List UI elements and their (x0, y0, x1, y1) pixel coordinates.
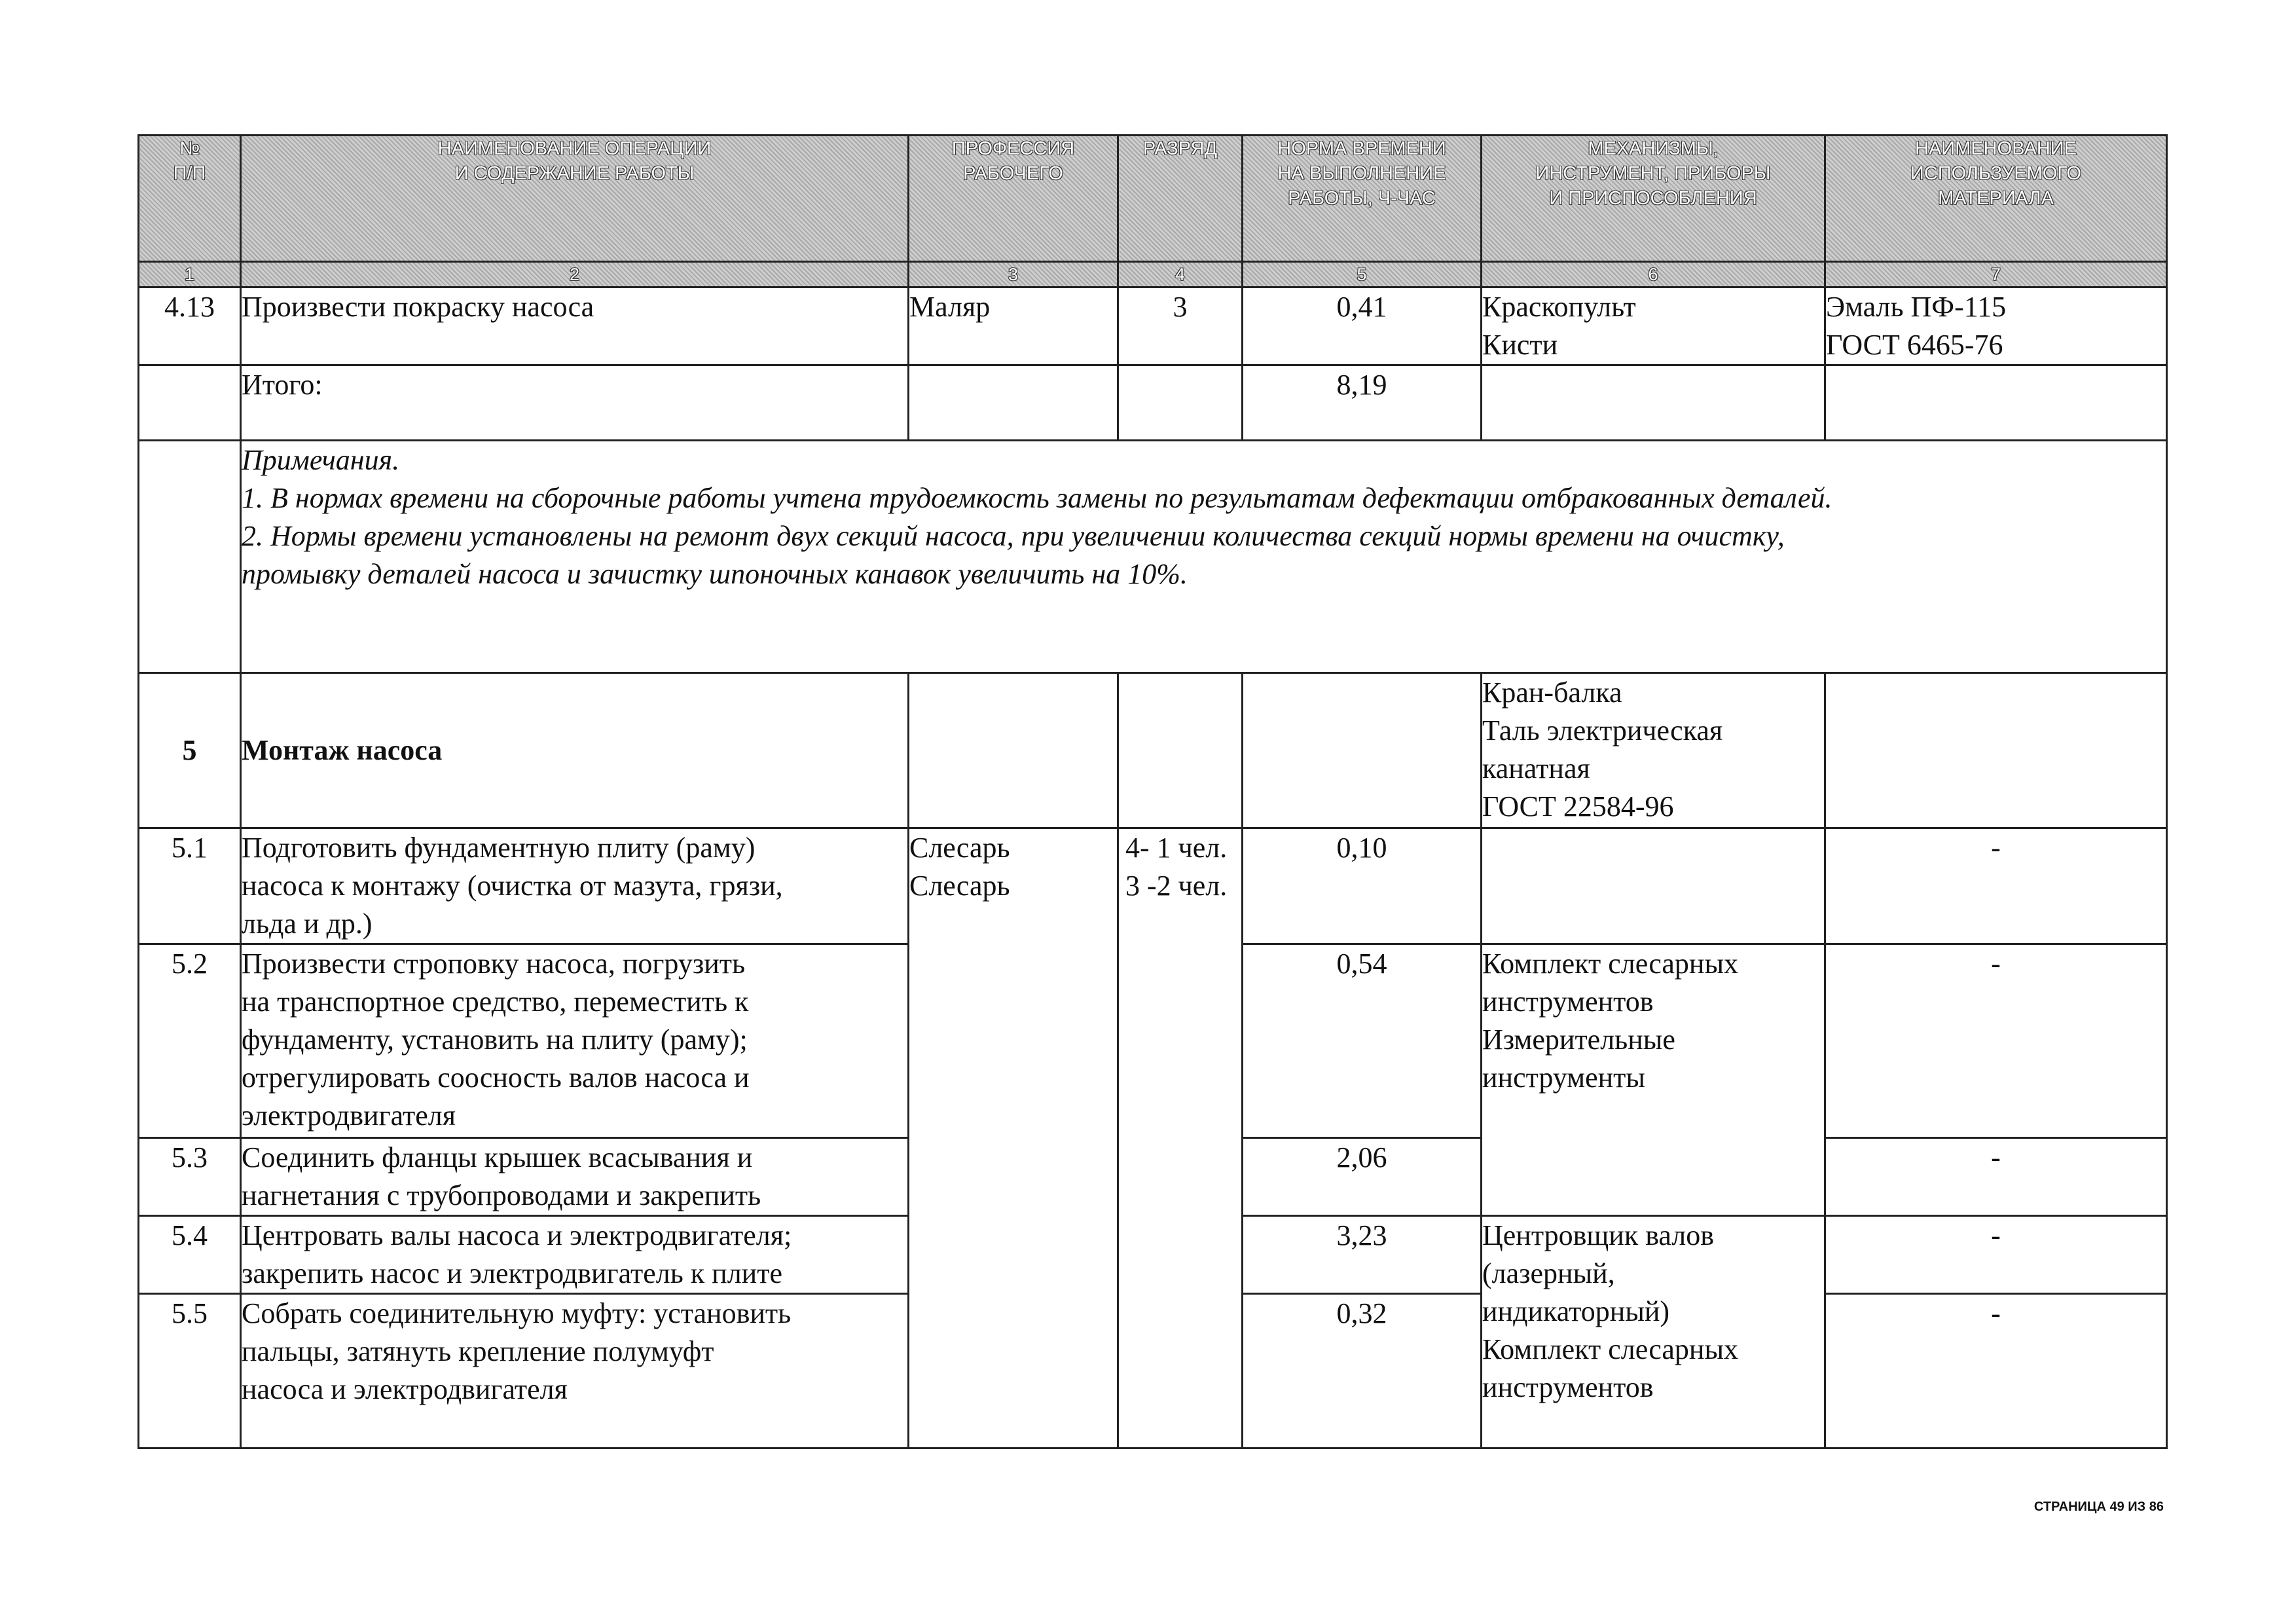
material-cell: - (1825, 944, 2167, 1138)
material-cell: - (1825, 1294, 2167, 1449)
header-number: 7 (1825, 262, 2167, 287)
norm-cell: 0,41 (1243, 287, 1482, 365)
tools-cell: Кран-балка Таль электрическая канатная ГОСТ 22584-96 (1482, 673, 1825, 828)
table-row (139, 287, 2167, 365)
material-cell: - (1825, 1216, 2167, 1294)
header-number: 5 (1243, 262, 1482, 287)
row-number: 5.1 (139, 828, 241, 944)
operation-text: Подготовить фундаментную плиту (раму) насоса к монтажу (очистка от мазута, грязи, льда и др.) (241, 828, 909, 944)
total-norm: 8,19 (1243, 365, 1482, 441)
header-col-num: № П/П (139, 136, 241, 262)
operation-text: Произвести покраску насоса (241, 287, 909, 365)
row-number: 4.13 (139, 287, 241, 365)
table-row (139, 828, 2167, 944)
profession-cell: Маляр (909, 287, 1118, 365)
header-number: 1 (139, 262, 241, 287)
notes-cell (241, 441, 2167, 673)
material-cell: - (1825, 1138, 2167, 1216)
header-row (139, 136, 2167, 262)
total-label: Итого: (241, 365, 909, 441)
section-row (139, 673, 2167, 828)
operations-table (137, 134, 2168, 1449)
material-cell: Эмаль ПФ-115 ГОСТ 6465-76 (1825, 287, 2167, 365)
operation-text: Собрать соединительную муфту: установить пальцы, затянуть крепление полумуфт насоса и электродвигателя (241, 1294, 909, 1449)
row-number: 5.3 (139, 1138, 241, 1216)
tools-cell: Краскопульт Кисти (1482, 287, 1825, 365)
norm-cell: 0,54 (1243, 944, 1482, 1138)
header-col-profession: ПРОФЕССИЯ РАБОЧЕГО (909, 136, 1118, 262)
header-col-grade: РАЗРЯД (1118, 136, 1243, 262)
notes-row (139, 441, 2167, 673)
header-number: 2 (241, 262, 909, 287)
operation-text: Произвести строповку насоса, погрузить на транспортное средство, переместить к фундаменту, установить на плиту (раму); отрегулировать соосность валов насоса и электродвигателя (241, 944, 909, 1138)
note-line: промывку деталей насоса и зачистку шпоночных канавок увеличить на 10%. (242, 558, 1188, 590)
note-line: 1. В нормах времени на сборочные работы учтена трудоемкость замены по результатам дефектации отбракованных деталей. (242, 482, 1832, 514)
grade-cell: 3 (1118, 287, 1243, 365)
header-col-material: НАИМЕНОВАНИЕ ИСПОЛЬЗУЕМОГО МАТЕРИАЛА (1825, 136, 2167, 262)
operation-text: Соединить фланцы крышек всасывания и нагнетания с трубопроводами и закрепить (241, 1138, 909, 1216)
operation-text: Центровать валы насоса и электродвигателя; закрепить насос и электродвигатель к плите (241, 1216, 909, 1294)
header-number: 3 (909, 262, 1118, 287)
header-col-tools: МЕХАНИЗМЫ, ИНСТРУМЕНТ, ПРИБОРЫ И ПРИСПОСОБЛЕНИЯ (1482, 136, 1825, 262)
header-number-row (139, 262, 2167, 287)
page-counter: СТРАНИЦА 49 ИЗ 86 (2033, 1500, 2164, 1514)
header-number: 4 (1118, 262, 1243, 287)
tools-cell: Комплект слесарных инструментов Измерительные инструменты (1482, 944, 1825, 1216)
row-number: 5.5 (139, 1294, 241, 1449)
note-line: 2. Нормы времени установлены на ремонт двух секций насоса, при увеличении количества секций нормы времени на очистку, (242, 520, 1785, 552)
row-number: 5.4 (139, 1216, 241, 1294)
tools-cell: Центровщик валов (лазерный, индикаторный) Комплект слесарных инструментов (1482, 1216, 1825, 1449)
row-number: 5.2 (139, 944, 241, 1138)
header-col-operation: НАИМЕНОВАНИЕ ОПЕРАЦИИ И СОДЕРЖАНИЕ РАБОТЫ (241, 136, 909, 262)
total-row (139, 365, 2167, 441)
material-cell: - (1825, 828, 2167, 944)
grade-cell: 4- 1 чел. 3 -2 чел. (1118, 828, 1243, 1449)
norm-cell: 3,23 (1243, 1216, 1482, 1294)
notes-title: Примечания. (242, 444, 400, 476)
norm-cell: 2,06 (1243, 1138, 1482, 1216)
header-number: 6 (1482, 262, 1825, 287)
profession-cell: Слесарь Слесарь (909, 828, 1118, 1449)
section-title: Монтаж насоса (241, 673, 909, 828)
norm-cell: 0,10 (1243, 828, 1482, 944)
header-col-norm: НОРМА ВРЕМЕНИ НА ВЫПОЛНЕНИЕ РАБОТЫ, Ч-ЧАС (1243, 136, 1482, 262)
norm-cell: 0,32 (1243, 1294, 1482, 1449)
section-number: 5 (139, 673, 241, 828)
